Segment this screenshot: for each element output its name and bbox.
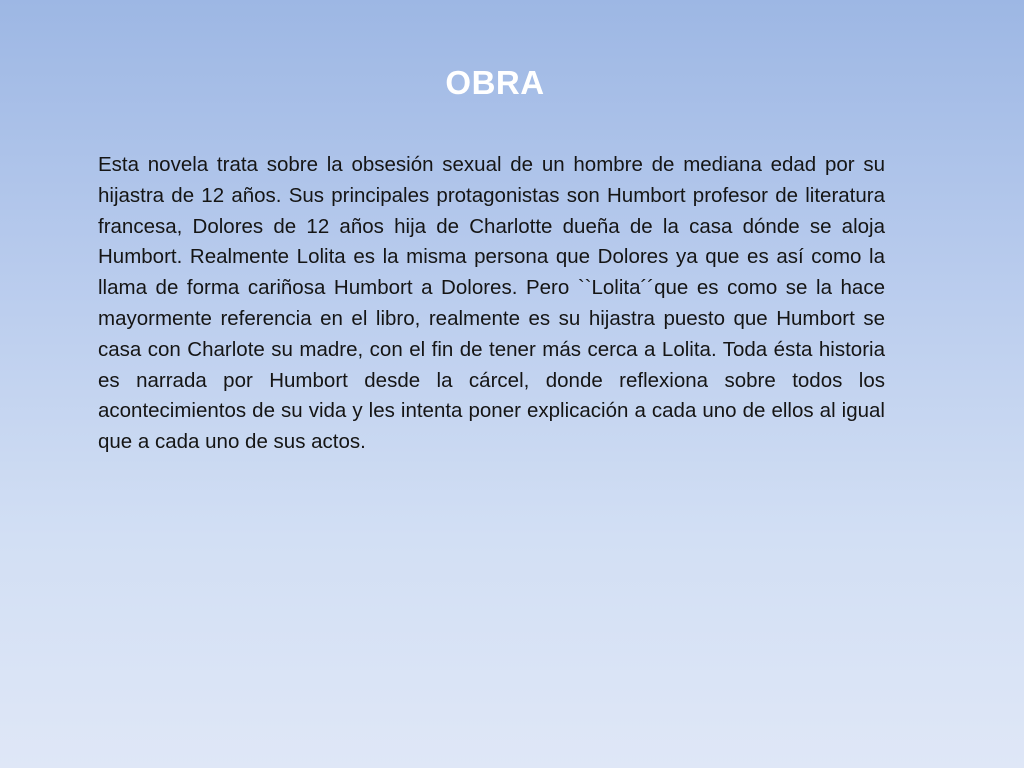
slide-title: OBRA	[445, 64, 545, 101]
slide-body-text: Esta novela trata sobre la obsesión sexual de un hombre de mediana edad por su hijastra de 12 años. Sus principales protagonistas son Humbort profesor de literatura francesa, Dolores de 12 años hija de Charlotte dueña de la casa dónde se aloja Humbort. Realmente Lolita es la misma persona que Dolores ya que es así como la llama de forma cariñosa Humbort a Dolores. Pero ``Lolita´´que es como se la hace mayormente referencia en el libro, realmente es su hijastra puesto que Humbort se casa con Charlote su madre, con el fin de tener más cerca a Lolita. Toda ésta historia es narrada por Humbort desde la cárcel, donde reflexiona sobre todos los acontecimientos de su vida y les intenta poner explicación a cada uno de ellos al igual que a cada uno de sus actos.	[98, 153, 885, 454]
